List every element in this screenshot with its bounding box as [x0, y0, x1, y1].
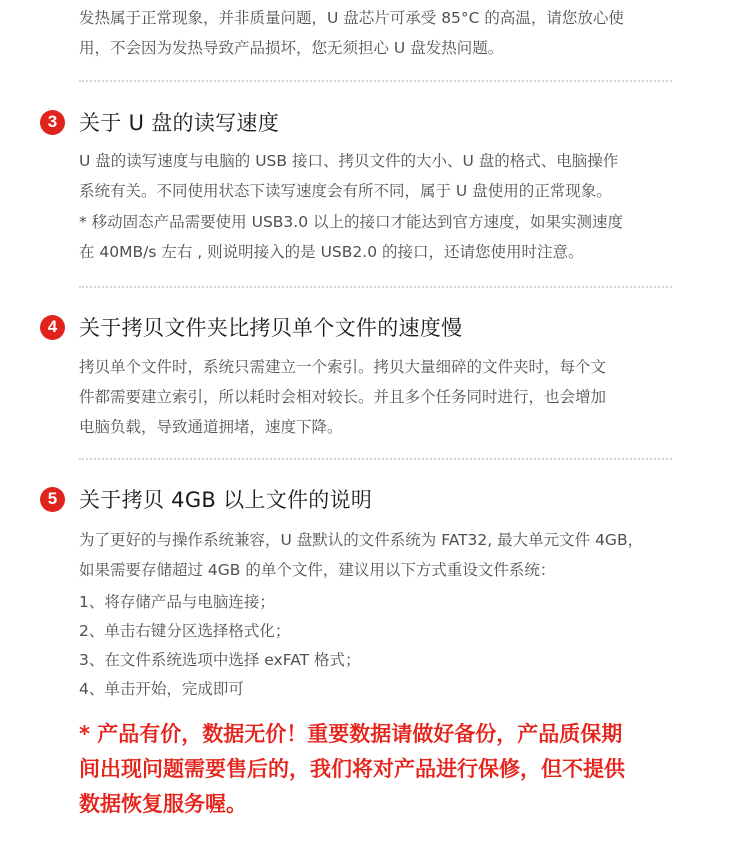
notice-line: 间出现问题需要售后的，我们将对产品进行保修，但不提供 — [79, 757, 625, 781]
section-4-heading — [40, 312, 462, 342]
paragraph-line: 系统有关。不同使用状态下读写速度会有所不同，属于 U 盘使用的正常现象。 — [79, 182, 612, 200]
paragraph-line: 为了更好的与操作系统兼容，U 盘默认的文件系统为 FAT32, 最大单元文件 4GB， — [79, 531, 644, 549]
intro-paragraph — [79, 3, 719, 63]
section-3-paragraph-2 — [79, 207, 719, 267]
section-5-paragraph — [79, 525, 719, 585]
format-steps-list — [79, 588, 361, 704]
notice-line: 数据恢复服务喔。 — [79, 792, 247, 816]
intro-line: 用，不会因为发热导致产品损坏，您无须担心 U 盘发热问题。 — [79, 39, 504, 57]
intro-line: 发热属于正常现象，并非质量问题，U 盘芯片可承受 85°C 的高温，请您放心使 — [79, 9, 624, 27]
section-5-heading — [40, 484, 372, 514]
section-3-heading — [40, 107, 279, 137]
list-item: 1、将存储产品与电脑连接； — [79, 593, 275, 611]
section-divider — [79, 286, 672, 288]
list-item: 2、单击右键分区选择格式化； — [79, 622, 291, 640]
paragraph-line: 如果需要存储超过 4GB 的单个文件，建议用以下方式重设文件系统： — [79, 561, 556, 579]
paragraph-line: U 盘的读写速度与电脑的 USB 接口、拷贝文件的大小、U 盘的格式、电脑操作 — [79, 152, 619, 170]
section-number-badge: 3 — [40, 110, 65, 135]
section-title: 关于拷贝文件夹比拷贝单个文件的速度慢 — [79, 316, 463, 340]
paragraph-line: 电脑负载，导致通道拥堵，速度下降。 — [79, 418, 343, 436]
paragraph-line: 拷贝单个文件时，系统只需建立一个索引。拷贝大量细碎的文件夹时，每个文 — [79, 358, 607, 376]
paragraph-line: 在 40MB/s 左右 , 则说明接入的是 USB2.0 的接口，还请您使用时注意。 — [79, 243, 584, 261]
list-item: 3、在文件系统选项中选择 exFAT 格式； — [79, 651, 361, 669]
section-number-badge: 5 — [40, 487, 65, 512]
section-4-paragraph — [79, 352, 719, 442]
backup-warning-notice — [79, 717, 625, 822]
notice-line: * 产品有价，数据无价！重要数据请做好备份，产品质保期 — [79, 722, 623, 746]
section-number-badge: 4 — [40, 315, 65, 340]
section-divider — [79, 458, 672, 460]
section-title: 关于 U 盘的读写速度 — [79, 111, 280, 135]
paragraph-line: * 移动固态产品需要使用 USB3.0 以上的接口才能达到官方速度，如果实测速度 — [79, 213, 624, 231]
section-3-paragraph-1 — [79, 146, 719, 206]
list-item: 4、单击开始，完成即可 — [79, 680, 244, 698]
paragraph-line: 件都需要建立索引，所以耗时会相对较长。并且多个任务同时进行，也会增加 — [79, 388, 607, 406]
section-title: 关于拷贝 4GB 以上文件的说明 — [79, 488, 373, 512]
section-divider — [79, 80, 672, 82]
